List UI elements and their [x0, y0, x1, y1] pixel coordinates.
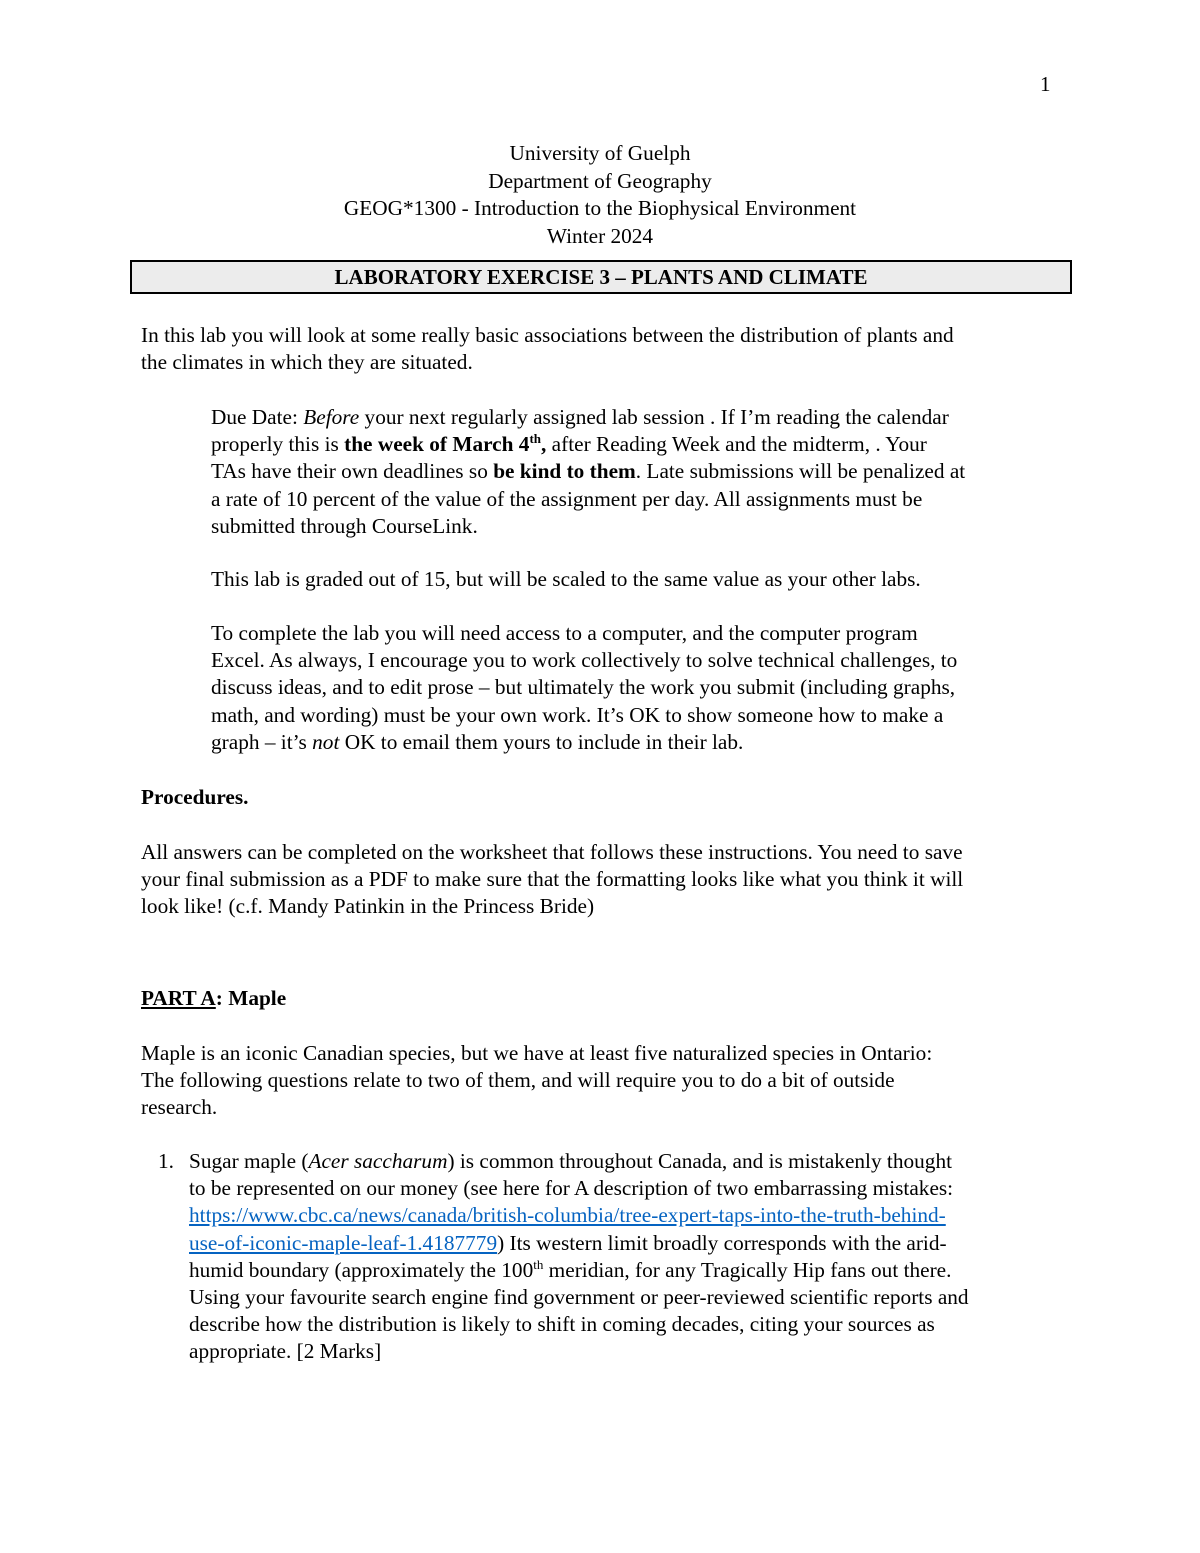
- intro-line: the climates in which they are situated.: [141, 350, 473, 375]
- page-number: 1: [1040, 72, 1051, 96]
- grading-paragraph: This lab is graded out of 15, but will be scaled to the same value as your other labs.: [211, 567, 921, 591]
- university-name: University of Guelph: [509, 141, 691, 165]
- part-a-heading: PART A: Maple: [141, 986, 287, 1010]
- cbc-article-link[interactable]: https://www.cbc.ca/news/canada/british-columbia/tree-expert-taps-into-the-truth-behind-: [189, 1203, 946, 1228]
- document-header: [0, 140, 1200, 250]
- question-number: 1.: [158, 1149, 174, 1173]
- department-name: Department of Geography: [488, 168, 712, 193]
- intro-paragraph: [141, 322, 954, 376]
- procedures-paragraph: All answers can be completed on the worksheet that follows these instructions. You need to save your final submission as a PDF to make sure that the formatting looks like what you think it will look like! (c.f. Mandy Patinkin in the Princess Bride): [141, 840, 964, 919]
- part-a-intro: Maple is an iconic Canadian species, but we have at least five naturalized species in Ontario: The following questions relate to two of them, and will require you to do a bit of outside research.: [141, 1041, 933, 1120]
- tools-paragraph: To complete the lab you will need access to a computer, and the computer program Excel. As always, I encourage you to work collectively to solve technical challenges, to discuss ideas, and to edit prose – but ultimately the work you submit (including graphs, math, and wording) must be your own work. It’s OK to show someone how to make a graph – it’s not OK to email them yours to include in their lab.: [211, 621, 958, 754]
- procedures-heading: Procedures.: [141, 785, 249, 809]
- term: Winter 2024: [546, 223, 654, 248]
- intro-line: In this lab you will look at some really basic associations between the distribution of plants and: [141, 323, 954, 347]
- course-title: GEOG*1300 - Introduction to the Biophysical Environment: [343, 196, 857, 221]
- question-1: Sugar maple (Acer saccharum) is common throughout Canada, and is mistakenly thought to be represented on our money (see here for A description of two embarrassing mistakes: https://www.cbc.ca/news/canada/british-columbia/tree-expert-taps-into-the-truth-behind- use-of-iconic-maple-leaf-1.4187779) Its western limit broadly corresponds with the arid- humid boundary (approximately the 100th meridian, for any Tragically Hip fans out there. Using your favourite search engine find government or peer-reviewed scientific reports and describe how the distribution is likely to shift in coming decades, citing your sources as appropriate. [2 Marks]: [189, 1149, 969, 1364]
- cbc-article-link-continued[interactable]: use-of-iconic-maple-leaf-1.4187779: [189, 1230, 498, 1255]
- due-date-paragraph: Due Date: Before your next regularly assigned lab session . If I’m reading the calendar properly this is the week of March 4th, after Reading Week and the midterm, . Your TAs have their own deadlines so be kind to them. Late submissions will be penalized at a rate of 10 percent of the value of the assignment per day. All assignments must be submitted through CourseLink.: [211, 405, 966, 538]
- lab-title: LABORATORY EXERCISE 3 – PLANTS AND CLIMATE: [130, 260, 1072, 294]
